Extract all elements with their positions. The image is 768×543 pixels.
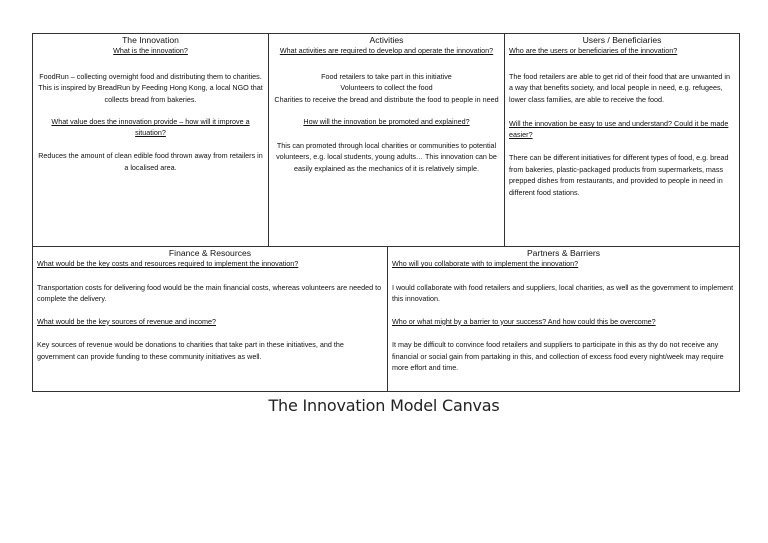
finance-question-revenue: What would be the key sources of revenue and income? <box>37 316 216 326</box>
innovation-answer-what: FoodRun – collecting overnight food and distributing them to charities. This is inspired by BreadRun by Feeding Hong Kong, a local NGO that collects bread from bakeries. <box>38 71 263 104</box>
activities-answer-line-1: Food retailers to take part in this initiative <box>321 71 452 81</box>
activities-question-promoted: How will the innovation be promoted and explained? <box>303 117 470 126</box>
users-answer-who: The food retailers are able to get rid of their food that are unwanted in a way that benefits society, and local people in need, e.g. refugees, lower class families, are able to receive the food. <box>509 71 730 104</box>
users-question-who: Who are the users or beneficiaries of the innovation? <box>509 46 678 55</box>
innovation-heading: The Innovation <box>122 35 179 45</box>
users-answer-easy: There can be different initiatives for different types of food, e.g. bread from bakeries, plastic-packaged products from supermarkets, mass prepped dishes from restaurants, and provided to people in need in different food stations. <box>509 153 729 197</box>
innovation-question-what: What is the innovation? <box>113 46 188 55</box>
activities-section <box>269 34 505 247</box>
activities-answer-line-3: Charities to receive the bread and distribute the food to people in need <box>274 94 499 104</box>
finance-section <box>33 247 388 391</box>
innovation-question-value: What value does the innovation provide – how will it improve a situation? <box>51 117 250 137</box>
users-question-easy: Will the innovation be easy to use and understand? Could it be made easier? <box>509 119 729 139</box>
partners-question-barrier: Who or what might by a barrier to your success? And how could this be overcome? <box>392 316 656 326</box>
activities-question-required: What activities are required to develop and operate the innovation? <box>279 46 494 55</box>
users-section <box>505 34 739 247</box>
users-heading: Users / Beneficiaries <box>582 35 662 45</box>
finance-answer-costs: Transportation costs for delivering food would be the main financial costs, whereas volunteers are needed to complete the delivery. <box>37 282 382 303</box>
partners-heading: Partners & Barriers <box>526 248 601 258</box>
activities-answer-promoted: This can promoted through local charities or communities to potential volunteers, e.g. local students, young adults… This innovation can be easily explained as the mechanics of it is relatively simple. <box>276 140 497 173</box>
partners-answer-collaborate: I would collaborate with food retailers and suppliers, local charities, as well as the government to implement this innovation. <box>392 282 734 303</box>
activities-heading: Activities <box>369 35 404 45</box>
partners-answer-barrier: It may be difficult to convince food retailers and suppliers to participate in this as thy do not receive any financial or social gain from partaking in this, and collection of excess food every night/week may require more effort and time. <box>392 340 724 372</box>
activities-answer-line-2: Volunteers to collect the food <box>340 83 433 92</box>
finance-question-costs: What would be the key costs and resources required to implement the innovation? <box>37 259 299 268</box>
innovation-section <box>33 34 269 247</box>
finance-answer-revenue: Key sources of revenue would be donations to charities that take part in these initiatives, and the government can provide funding to these community initiatives as well. <box>37 340 344 361</box>
partners-section <box>388 247 739 391</box>
document-title: The Innovation Model Canvas <box>268 396 500 415</box>
finance-heading: Finance & Resources <box>168 248 252 258</box>
innovation-answer-value: Reduces the amount of clean edible food thrown away from retailers in a localised area. <box>38 151 263 172</box>
partners-question-collaborate: Who will you collaborate with to implement the innovation? <box>392 259 579 268</box>
innovation-model-canvas <box>32 33 740 392</box>
